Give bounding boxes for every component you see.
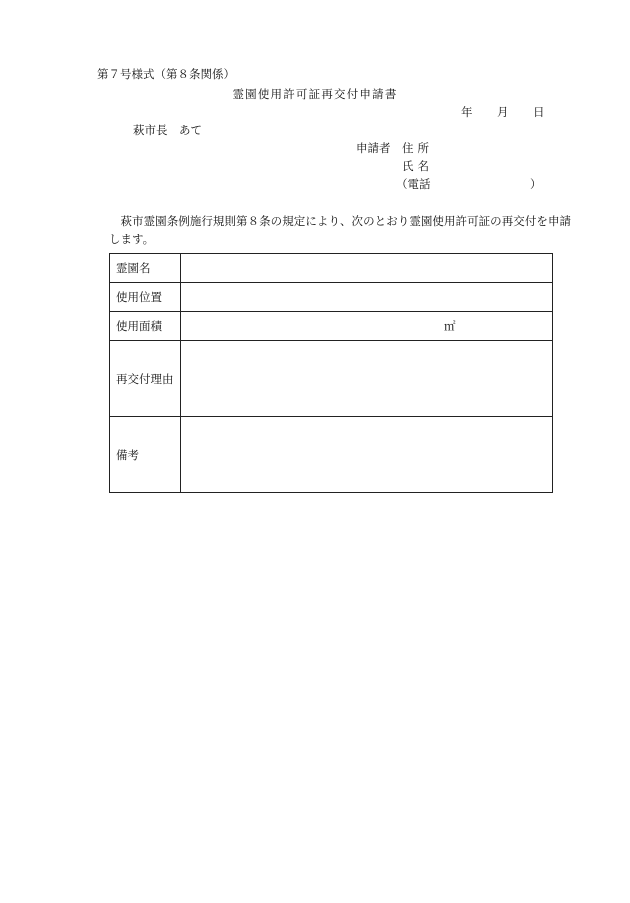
remarks-label: 備考 [110, 417, 181, 493]
area-field[interactable] [181, 312, 553, 341]
phone-label: （電話 [396, 177, 431, 191]
table-row-location [110, 283, 553, 312]
request-statement: 萩市霊園条例施行規則第８条の規定により、次のとおり霊園使用許可証の再交付を申請します。 [109, 214, 571, 246]
reason-field[interactable] [181, 341, 553, 417]
table-row-reason [110, 341, 553, 417]
date-year-label: 年 [461, 105, 473, 119]
location-label: 使用位置 [110, 283, 181, 312]
form-number: 第７号様式（第８条関係） [97, 67, 235, 81]
phone-close-paren: ） [530, 177, 542, 191]
address-label: 住所 [402, 141, 433, 155]
date-day-label: 日 [533, 105, 545, 119]
remarks-field[interactable] [181, 417, 553, 493]
application-table [109, 253, 553, 493]
form-title: 霊園使用許可証再交付申請書 [232, 87, 398, 101]
area-label: 使用面積 [110, 312, 181, 341]
location-field[interactable] [181, 283, 553, 312]
square-meter-unit: ㎡ [444, 319, 456, 333]
table-row-remarks [110, 417, 553, 493]
addressee: 萩市長 あて [133, 123, 202, 137]
cemetery-name-label: 霊園名 [110, 254, 181, 283]
reason-label: 再交付理由 [110, 341, 181, 417]
cemetery-name-field[interactable] [181, 254, 553, 283]
date-month-label: 月 [497, 105, 509, 119]
table-row-area [110, 312, 553, 341]
applicant-label: 申請者 [356, 141, 391, 155]
table-row-cemetery-name [110, 254, 553, 283]
name-label: 氏名 [402, 159, 433, 173]
